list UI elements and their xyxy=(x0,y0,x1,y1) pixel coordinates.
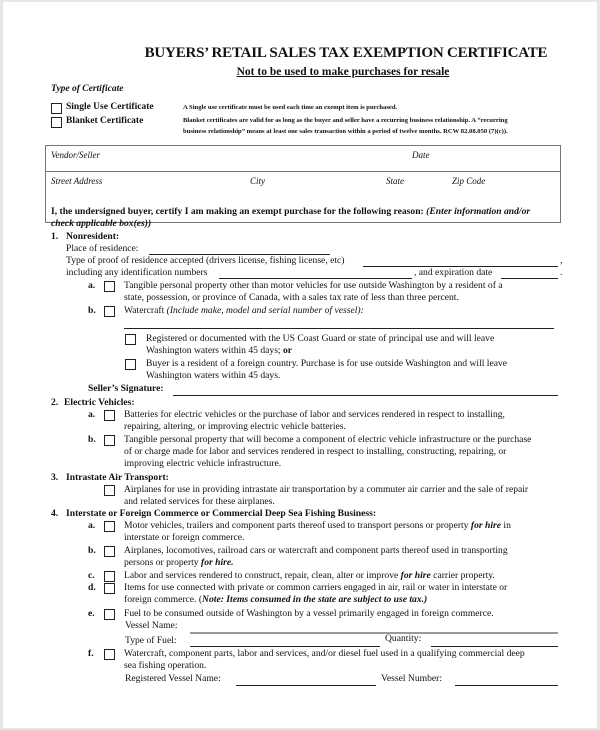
section-4-title: Interstate or Foreign Commerce or Commercial Deep Sea Fishing Business: xyxy=(66,508,377,519)
vessel-name-label: Vessel Name: xyxy=(125,620,178,631)
item-letter: a. xyxy=(88,520,96,531)
section-3-number: 3. xyxy=(51,472,59,483)
section-2-number: 2. xyxy=(51,397,59,408)
state-field[interactable]: State xyxy=(386,176,404,186)
item-letter: e. xyxy=(88,608,95,619)
section-4-number: 4. xyxy=(51,508,59,519)
item-text: Washington waters within 45 days; or xyxy=(146,345,293,356)
seller-signature-label: Seller’s Signature: xyxy=(88,383,164,394)
item-text: Watercraft (Include make, model and serial number of vessel): xyxy=(124,305,364,316)
item-letter: c. xyxy=(88,570,95,581)
divider xyxy=(46,171,560,172)
item-text: Registered or documented with the US Coast Guard or state of principal use and will leave xyxy=(146,333,495,344)
vessel-number-input[interactable] xyxy=(455,685,558,686)
intro-line-1: I, the undersigned buyer, certify I am making an exempt purchase for the following reason: (Enter information and/or xyxy=(51,206,531,217)
item-text: Airplanes for use in providing intrastate air transportation by a commuter air carrier and the sale of repair xyxy=(124,484,529,495)
item-text: state, possession, or province of Canada, with a sales tax rate of less than three percent. xyxy=(124,292,459,303)
item-letter: a. xyxy=(88,409,96,420)
expiration-label: , and expiration date xyxy=(414,267,493,278)
item-text: foreign commerce. (Note: Items consumed in the state are subject to use tax.) xyxy=(124,594,428,605)
nonresident-b-checkbox[interactable] xyxy=(104,306,115,317)
item-letter: b. xyxy=(88,305,96,316)
residence-label: Place of residence: xyxy=(66,243,139,254)
single-use-note: A Single use certificate must be used each time an exempt item is purchased. xyxy=(183,104,398,111)
registered-vessel-input[interactable] xyxy=(236,685,376,686)
commerce-d-checkbox[interactable] xyxy=(104,583,115,594)
foreign-resident-checkbox[interactable] xyxy=(125,359,136,370)
id-numbers-input[interactable] xyxy=(219,278,412,279)
commerce-a-checkbox[interactable] xyxy=(104,521,115,532)
item-letter: a. xyxy=(88,280,96,291)
coast-guard-checkbox[interactable] xyxy=(125,334,136,345)
blanket-label: Blanket Certificate xyxy=(66,116,144,126)
item-text: repairing, altering, or improving electric vehicle batteries. xyxy=(124,421,346,432)
expiration-input[interactable] xyxy=(501,278,558,279)
item-text: Airplanes, locomotives, railroad cars or watercraft and component parts thereof used in transporting xyxy=(124,545,508,556)
blanket-note-1: Blanket certificates are valid for as long as the buyer and seller have a recurring business relationship. A “recurring xyxy=(183,117,508,124)
seller-signature-input[interactable] xyxy=(173,395,558,396)
single-use-checkbox[interactable] xyxy=(51,103,62,114)
certificate-type-heading: Type of Certificate xyxy=(51,84,124,94)
section-3-title: Intrastate Air Transport: xyxy=(66,472,169,483)
commerce-e-checkbox[interactable] xyxy=(104,609,115,620)
city-field[interactable]: City xyxy=(250,176,265,186)
vessel-number-label: Vessel Number: xyxy=(381,673,443,684)
page-subtitle: Not to be used to make purchases for resale xyxy=(236,66,450,78)
item-text: improving electric vehicle infrastructure. xyxy=(124,458,282,469)
item-text: Tangible personal property that will become a component of electric vehicle infrastructure or the purchase xyxy=(124,434,532,445)
fuel-type-input[interactable] xyxy=(190,646,380,647)
street-field[interactable]: Street Address xyxy=(51,176,103,186)
blanket-note-2: business relationship” means at least one sales transaction within a period of twelve months. RCW 82.08.050 (7)(c)). xyxy=(183,128,508,135)
item-text: Washington waters within 45 days. xyxy=(146,370,281,381)
single-use-label: Single Use Certificate xyxy=(66,102,154,112)
item-text: Labor and services rendered to construct, repair, clean, alter or improve for hire carrier property. xyxy=(124,570,495,581)
item-text: interstate or foreign commerce. xyxy=(124,532,245,543)
item-letter: d. xyxy=(88,582,96,593)
blanket-checkbox[interactable] xyxy=(51,117,62,128)
quantity-input[interactable] xyxy=(431,646,558,647)
period: . xyxy=(560,267,563,278)
item-letter: f. xyxy=(88,648,94,659)
vessel-name-input[interactable] xyxy=(190,632,558,634)
item-text: of or charge made for labor and services rendered in respect to installing, constructing, repairing, or xyxy=(124,446,507,457)
item-text: Fuel to be consumed outside of Washington by a vessel primarily engaged in foreign commerce. xyxy=(124,608,494,619)
item-text: and related services for these airplanes. xyxy=(124,496,275,507)
nonresident-a-checkbox[interactable] xyxy=(104,281,115,292)
intro-line-2: check applicable box(es)) xyxy=(51,218,152,229)
certificate-page xyxy=(3,2,597,728)
section-2-title: Electric Vehicles: xyxy=(64,397,135,408)
quantity-label: Quantity: xyxy=(385,633,422,644)
proof-label: Type of proof of residence accepted (drivers license, fishing license, etc) xyxy=(66,255,345,266)
section-1-title: Nonresident: xyxy=(66,231,120,242)
comma: , xyxy=(560,255,563,266)
item-text: Tangible personal property other than motor vehicles for use outside Washington by a resident of a xyxy=(124,280,503,291)
item-letter: b. xyxy=(88,545,96,556)
air-transport-checkbox[interactable] xyxy=(104,485,115,496)
item-text: sea fishing operation. xyxy=(124,660,207,671)
ev-b-checkbox[interactable] xyxy=(104,435,115,446)
registered-vessel-label: Registered Vessel Name: xyxy=(125,673,221,684)
section-1-number: 1. xyxy=(51,231,59,242)
commerce-f-checkbox[interactable] xyxy=(104,649,115,660)
item-letter: b. xyxy=(88,434,96,445)
item-text: Buyer is a resident of a foreign country. Purchase is for use outside Washington and will leave xyxy=(146,358,508,369)
item-text: Batteries for electric vehicles or the purchase of labor and services rendered in respect to installing, xyxy=(124,409,505,420)
item-text: Watercraft, component parts, labor and services, and/or diesel fuel used in a qualifying commercial deep xyxy=(124,648,525,659)
fuel-type-label: Type of Fuel: xyxy=(125,635,177,646)
watercraft-input[interactable] xyxy=(124,328,554,329)
commerce-c-checkbox[interactable] xyxy=(104,571,115,582)
item-text: persons or property for hire. xyxy=(124,557,234,568)
zip-field[interactable]: Zip Code xyxy=(452,176,486,186)
id-numbers-label: including any identification numbers xyxy=(66,267,208,278)
vendor-field[interactable]: Vendor/Seller xyxy=(51,150,100,160)
date-field[interactable]: Date xyxy=(412,150,430,160)
page-title: BUYERS’ RETAIL SALES TAX EXEMPTION CERTIFICATE xyxy=(144,45,548,61)
ev-a-checkbox[interactable] xyxy=(104,410,115,421)
item-text: Items for use connected with private or common carriers engaged in air, rail or water in interstate or xyxy=(124,582,508,593)
commerce-b-checkbox[interactable] xyxy=(104,546,115,557)
item-text: Motor vehicles, trailers and component parts thereof used to transport persons or property for hire in xyxy=(124,520,511,531)
